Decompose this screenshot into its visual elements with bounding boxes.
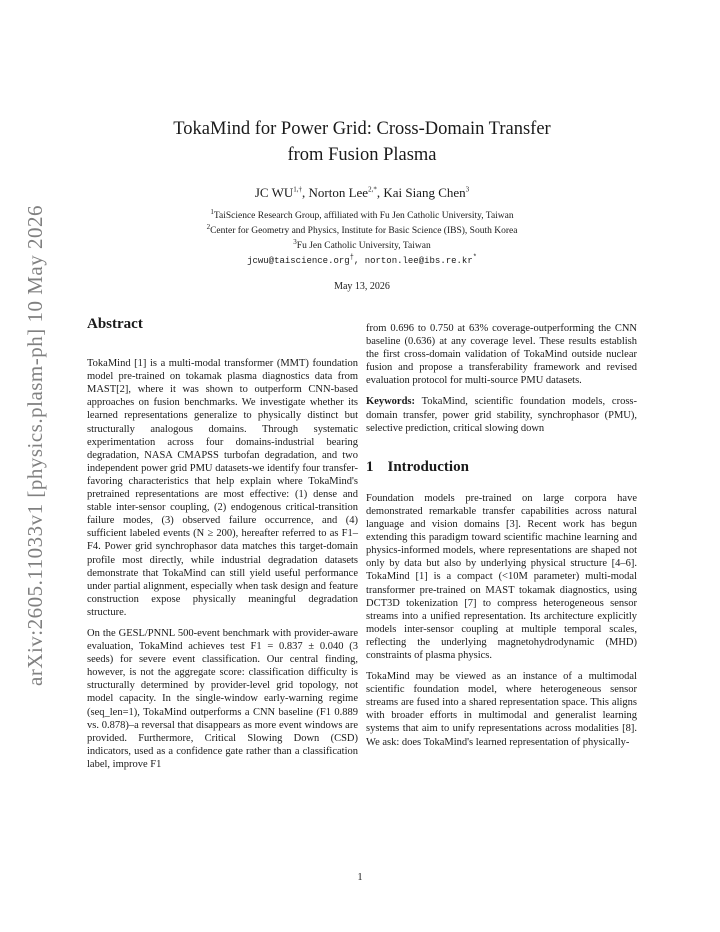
affiliation-3-marker: 3 bbox=[293, 237, 297, 246]
email-separator: , bbox=[353, 256, 365, 266]
author-1-marker: 1,† bbox=[293, 185, 302, 194]
affiliation-1-text: TaiScience Research Group, affiliated with Fu Jen Catholic University, Taiwan bbox=[213, 211, 514, 221]
affiliation-2-text: Center for Geometry and Physics, Institute for Basic Science (IBS), South Korea bbox=[210, 226, 518, 236]
abstract-paragraph-1: TokaMind [1] is a multi-modal transformer (MMT) foundation model pre-trained on tokamak plasma diagnostics data from MAST[2], where it was shown to outperform CNN-based approaches on fusion benchmarks. We investigate whether its learned representations generalize to physically distinct but structurally analogous domains. Through systematic experimentation across four domains-industrial bearing degradation, NASA CMAPSS turbofan degradation, and two independent power grid PMU datasets-we identify four transfer-favoring characteristics that help explain where TokaMind's pretrained representations are most effective: (1) dense and stable inter-sensor coupling, (2) endogenous critical-transition failure modes, (3) observed failure occurrence, and (4) sufficient labeled events (N ≥ 200), hereafter referred to as F1–F4. Power grid synchrophasor data matches this target-domain profile most directly, while industrial degradation datasets demonstrate that TokaMind can still yield useful performance under partial alignment, especially when task design and feature construction expose physically meaningful degradation structure. bbox=[87, 358, 358, 618]
author-2: , Norton Lee bbox=[302, 185, 369, 200]
email-2[interactable]: norton.lee@ibs.re.kr bbox=[364, 256, 473, 266]
right-column bbox=[366, 322, 637, 757]
arxiv-identifier-stamp bbox=[14, 190, 56, 700]
keywords-label: Keywords: bbox=[366, 396, 415, 408]
affiliation-2 bbox=[88, 224, 636, 239]
arxiv-stamp-text: arXiv:2605.11033v1 [physics.plasm-ph] 10 May 2026 bbox=[22, 204, 47, 686]
keywords-text: TokaMind, scientific foundation models, cross-domain transfer, power grid stability, synchrophasor (PMU), selective prediction, critical slowing down bbox=[366, 396, 637, 434]
author-3: , Kai Siang Chen bbox=[376, 185, 466, 200]
affiliation-2-marker: 2 bbox=[206, 222, 211, 231]
abstract-continuation: from 0.696 to 0.750 at 63% coverage-outperforming the CNN baseline (0.636) at any coverage level. These results establish the first cross-domain validation of TokaMind outside nuclear fusion and propose a transferability framework and revised evaluation protocol for multi-source PMU datasets. bbox=[366, 323, 637, 387]
email-2-marker: * bbox=[472, 254, 477, 262]
affiliation-1-marker: 1 bbox=[210, 207, 214, 216]
section-number: 1 bbox=[366, 458, 374, 475]
left-column bbox=[87, 318, 358, 779]
keywords bbox=[366, 395, 637, 434]
section-heading-introduction bbox=[366, 458, 637, 475]
email-1-marker: † bbox=[349, 254, 354, 262]
affiliation-3 bbox=[88, 239, 636, 254]
author-3-marker: 3 bbox=[465, 185, 470, 194]
affiliations bbox=[88, 209, 636, 254]
affiliation-1 bbox=[88, 209, 636, 224]
title-line-1: TokaMind for Power Grid: Cross-Domain Transfer bbox=[173, 119, 551, 139]
abstract-heading: Abstract bbox=[87, 316, 143, 332]
author-2-marker: 2,* bbox=[368, 185, 377, 194]
page-number: 1 bbox=[357, 872, 363, 883]
author-1: JC WU bbox=[254, 185, 294, 200]
paper-title bbox=[88, 116, 636, 168]
affiliation-3-text: Fu Jen Catholic University, Taiwan bbox=[296, 241, 431, 251]
introduction-paragraph-2: TokaMind may be viewed as an instance of a multimodal scientific foundation model, where heterogeneous sensor streams are fused into a shared representation space. This aligns with broader efforts in multimodal and generalist learning systems that aim to unify representations across modalities [8]. We ask: does TokaMind's learned representation of physically- bbox=[366, 671, 637, 748]
introduction-paragraph-1: Foundation models pre-trained on large corpora have demonstrated remarkable transfer capabilities across natural language and vision domains [3]. Recent work has begun extending this paradigm toward scientific machine learning and physics-informed models, where representations are shaped not only by data but also by underlying physical structure [4–6]. TokaMind [1] is a compact (<10M parameter) multi-modal transformer pre-trained on MAST tokamak diagnostics, using DCT3D tokenization [7] to compress heterogeneous sensor streams into a unified representation. Its architecture explicitly models inter-sensor coupling at multiple temporal scales, reflecting the underlying magnetohydrodynamic (MHD) constraints of plasma physics. bbox=[366, 492, 637, 661]
paper-header bbox=[88, 116, 636, 292]
email-1[interactable]: jcwu@taiscience.org bbox=[247, 256, 350, 266]
author-list bbox=[88, 185, 636, 201]
section-title: Introduction bbox=[387, 458, 469, 475]
title-line-2: from Fusion Plasma bbox=[287, 145, 437, 165]
contact-emails bbox=[88, 254, 636, 269]
abstract-paragraph-2: On the GESL/PNNL 500-event benchmark with provider-aware evaluation, TokaMind achieves test F1 = 0.837 ± 0.040 (3 seeds) for severe event classification. Our central finding, however, is not the aggregate score: classification difficulty is structurally determined by provider-level grid topology, not model capacity. In the single-window early-warning regime (seq_len=1), TokaMind outperforms a CNN baseline (F1 0.889 vs. 0.878)–a reversal that disappears as more event windows are provided. Furthermore, Critical Slowing Down (CSD) indicators, used as a confidence gate rather than a classification label, improve F1 bbox=[87, 627, 358, 770]
publication-date: May 13, 2026 bbox=[334, 281, 390, 292]
